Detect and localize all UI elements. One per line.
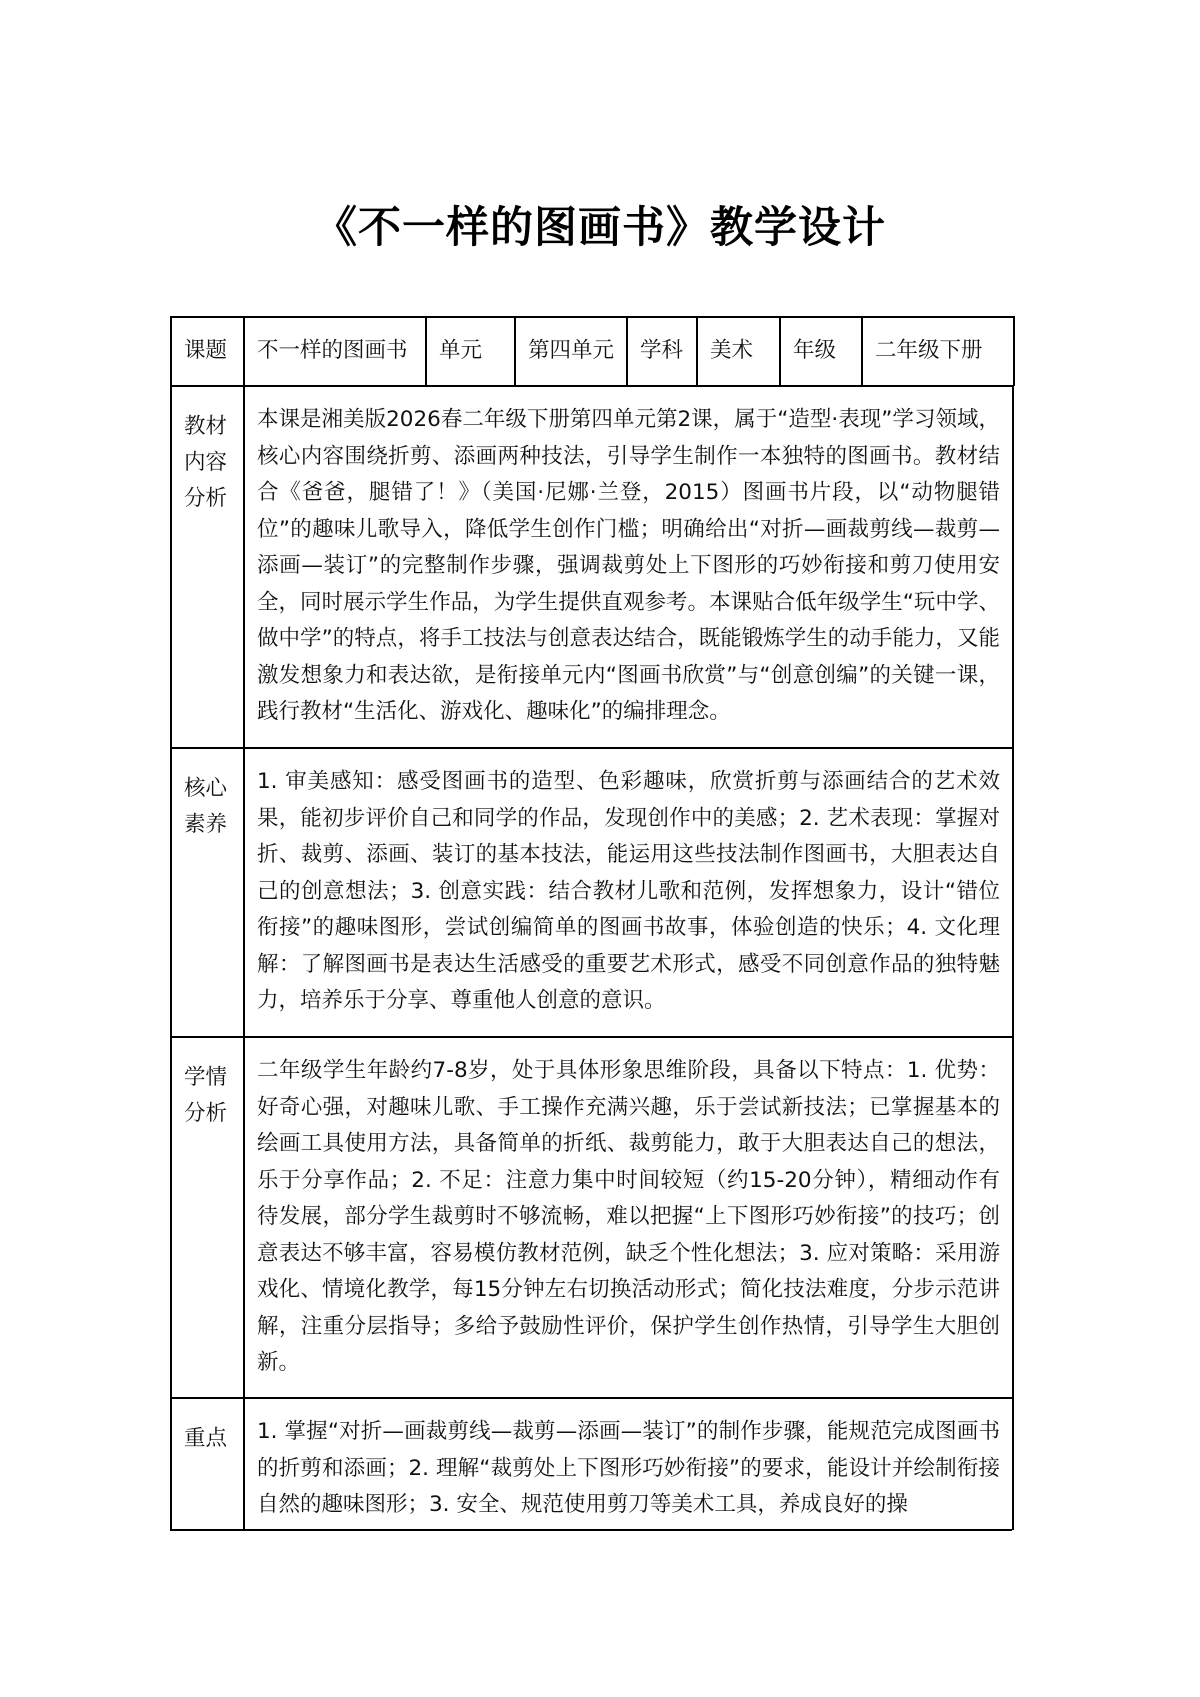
key-points-content: 1. 掌握“对折—画裁剪线—裁剪—添画—装订”的制作步骤，能规范完成图画书的折剪和添画；2. 理解“裁剪处上下图形巧妙衔接”的要求，能设计并绘制衔接自然的趣味图形；3. 安全、规范使用剪刀等美术工具，养成良好的操	[257, 1419, 1000, 1517]
header-border-right	[1013, 316, 1015, 386]
core-literacy-content: 1. 审美感知：感受图画书的造型、色彩趣味，欣赏折剪与添画结合的艺术效果，能初步评价自己和同学的作品，发现创作中的美感；2. 艺术表现：掌握对折、裁剪、添画、装订的基本技法，能运用这些技法制作图画书，大胆表达自己的创意想法；3. 创意实践：结合教材儿歌和范例，发挥想象力，设计“错位衔接”的趣味图形，尝试创编简单的图画书故事，体验创造的快乐；4. 文化理解：了解图画书是表达生活感受的重要艺术形式，感受不同创意作品的独特魅力，培养乐于分享、尊重他人创意的意识。	[257, 769, 1000, 1013]
table-border-bottom	[170, 1529, 1012, 1531]
subject-label: 学科	[640, 338, 684, 363]
subject-value: 美术	[710, 338, 754, 363]
key-points-label: 重点	[184, 1426, 228, 1451]
textbook-analysis-label: 教材内容分析	[184, 414, 228, 511]
grade-value: 二年级下册	[875, 338, 983, 363]
unit-label: 单元	[439, 338, 483, 363]
learner-analysis-content: 二年级学生年龄约7-8岁，处于具体形象思维阶段，具备以下特点：1. 优势：好奇心强，对趣味儿歌、手工操作充满兴趣，乐于尝试新技法；已掌握基本的绘画工具使用方法，具备简单的折纸、裁剪能力，敢于大胆表达自己的想法，乐于分享作品；2. 不足：注意力集中时间较短（约15-20分钟），精细动作有待发展，部分学生裁剪时不够流畅，难以把握“上下图形巧妙衔接”的技巧；创意表达不够丰富，容易模仿教材范例，缺乏个性化想法；3. 应对策略：采用游戏化、情境化教学，每15分钟左右切换活动形式；简化技法难度，分步示范讲解，注重分层指导；多给予鼓励性评价，保护学生创作热情，引导学生大胆创新。	[257, 1058, 1000, 1375]
topic-value: 不一样的图画书	[257, 338, 408, 363]
topic-label: 课题	[184, 338, 228, 363]
learner-analysis-label: 学情分析	[184, 1065, 228, 1126]
page-title: 《不一样的图画书》教学设计	[314, 203, 886, 253]
unit-value: 第四单元	[528, 338, 615, 363]
textbook-analysis-content: 本课是湘美版2026春二年级下册第四单元第2课，属于“造型·表现”学习领域，核心内容围绕折剪、添画两种技法，引导学生制作一本独特的图画书。教材结合《爸爸，腿错了！》（美国·尼娜·兰登，2015）图画书片段，以“动物腿错位”的趣味儿歌导入，降低学生创作门槛；明确给出“对折—画裁剪线—裁剪—添画—装订”的完整制作步骤，强调裁剪处上下图形的巧妙衔接和剪刀使用安全，同时展示学生作品，为学生提供直观参考。本课贴合低年级学生“玩中学、做中学”的特点，将手工技法与创意表达结合，既能锻炼学生的动手能力，又能激发想象力和表达欲，是衔接单元内“图画书欣赏”与“创意创编”的关键一课，践行教材“生活化、游戏化、趣味化”的编排理念。	[257, 407, 1000, 724]
table-border-right	[1012, 385, 1014, 1530]
grade-label: 年级	[793, 338, 837, 363]
core-literacy-label: 核心素养	[184, 776, 228, 837]
